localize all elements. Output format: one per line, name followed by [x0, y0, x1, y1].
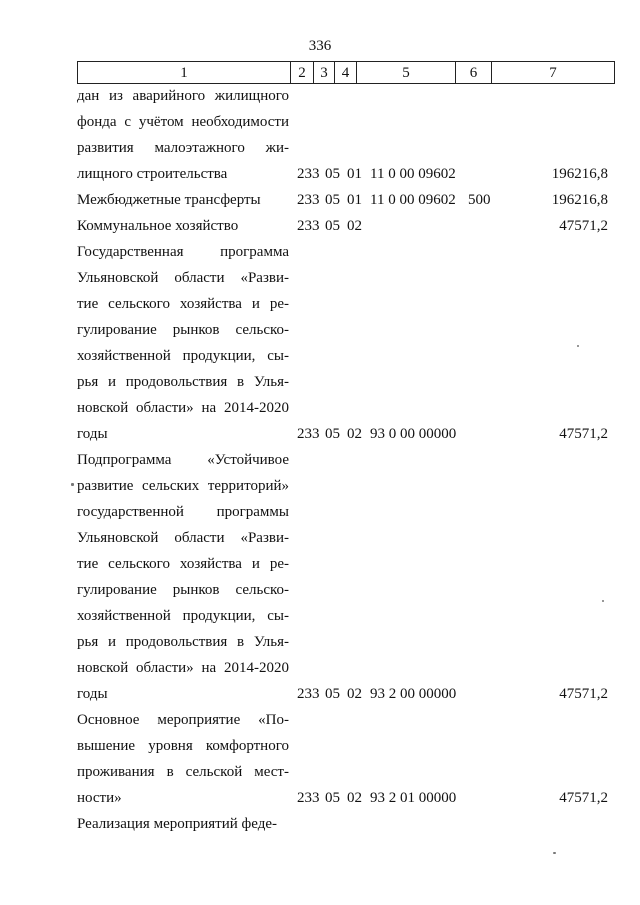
column-header-row: [78, 62, 615, 84]
scan-speck: [577, 345, 579, 347]
row-description-line: Реализация мероприятий феде-: [77, 816, 278, 832]
section-code: 05: [325, 790, 340, 806]
row-description-line: новской области» на 2014-2020: [77, 400, 289, 416]
section-code: 05: [325, 192, 340, 208]
table-row: [0, 447, 640, 707]
amount-value: 47571,2: [559, 790, 608, 806]
row-description-line: годы: [77, 426, 108, 442]
row-description-line: проживания в сельской мест-: [77, 764, 289, 780]
row-description-line: тие сельского хозяйства и ре-: [77, 556, 289, 572]
ministry-code: 233: [297, 686, 320, 702]
table-row: [0, 811, 640, 837]
column-header-6: 6: [456, 62, 492, 84]
expense-type-code: 500: [468, 192, 491, 208]
row-description-line: развитие сельских территорий»: [77, 478, 289, 494]
row-description-line: ности»: [77, 790, 122, 806]
amount-value: 196216,8: [551, 166, 608, 182]
table-row: [0, 187, 640, 213]
row-description-line: гулирование рынков сельско-: [77, 582, 289, 598]
row-description-line: дан из аварийного жилищного: [77, 88, 289, 104]
subsection-code: 02: [347, 790, 362, 806]
row-description-line: Ульяновской области «Разви-: [77, 270, 289, 286]
row-description-line: хозяйственной продукции, сы-: [77, 348, 289, 364]
target-article-code: 93 0 00 00000: [370, 426, 457, 442]
row-description-line: лищного строительства: [77, 166, 228, 182]
column-header-2: 2: [291, 62, 314, 84]
row-description-line: Подпрограмма «Устойчивое: [77, 452, 289, 468]
row-description-line: Коммунальное хозяйство: [77, 218, 239, 234]
row-description-line: годы: [77, 686, 108, 702]
subsection-code: 02: [347, 218, 362, 234]
scan-speck: [71, 483, 74, 486]
row-description-line: рья и продовольствия в Улья-: [77, 634, 289, 650]
row-description-line: Межбюджетные трансферты: [77, 192, 261, 208]
target-article-code: 11 0 00 09602: [370, 166, 456, 182]
section-code: 05: [325, 218, 340, 234]
row-description-line: тие сельского хозяйства и ре-: [77, 296, 289, 312]
section-code: 05: [325, 686, 340, 702]
row-description-line: Ульяновской области «Разви-: [77, 530, 289, 546]
row-description-line: хозяйственной продукции, сы-: [77, 608, 289, 624]
column-header-5: 5: [357, 62, 456, 84]
amount-value: 47571,2: [559, 686, 608, 702]
ministry-code: 233: [297, 426, 320, 442]
row-description-line: Основное мероприятие «По-: [77, 712, 289, 728]
section-code: 05: [325, 426, 340, 442]
page-number: 336: [308, 38, 332, 54]
column-header-4: 4: [335, 62, 357, 84]
row-description-line: новской области» на 2014-2020: [77, 660, 289, 676]
subsection-code: 02: [347, 686, 362, 702]
column-header-7: 7: [492, 62, 615, 84]
column-header-3: 3: [314, 62, 335, 84]
target-article-code: 93 2 00 00000: [370, 686, 457, 702]
row-description-line: развития малоэтажного жи-: [77, 140, 289, 156]
table-row: [0, 83, 640, 187]
ministry-code: 233: [297, 790, 320, 806]
column-header-1: 1: [78, 62, 291, 84]
table-row: [0, 213, 640, 239]
scan-speck: [553, 852, 556, 854]
row-description-line: рья и продовольствия в Улья-: [77, 374, 289, 390]
row-description-line: гулирование рынков сельско-: [77, 322, 289, 338]
row-description-line: государственной программы: [77, 504, 289, 520]
row-description-line: Государственная программа: [77, 244, 289, 260]
subsection-code: 02: [347, 426, 362, 442]
row-description-line: фонда с учётом необходимости: [77, 114, 289, 130]
table-row: [0, 239, 640, 447]
ministry-code: 233: [297, 192, 320, 208]
subsection-code: 01: [347, 166, 362, 182]
table-row: [0, 707, 640, 811]
scan-speck: [602, 600, 604, 602]
column-header-table: [77, 61, 615, 84]
ministry-code: 233: [297, 166, 320, 182]
row-description-line: вышение уровня комфортного: [77, 738, 289, 754]
target-article-code: 11 0 00 09602: [370, 192, 456, 208]
amount-value: 47571,2: [559, 218, 608, 234]
amount-value: 47571,2: [559, 426, 608, 442]
target-article-code: 93 2 01 00000: [370, 790, 457, 806]
amount-value: 196216,8: [551, 192, 608, 208]
subsection-code: 01: [347, 192, 362, 208]
section-code: 05: [325, 166, 340, 182]
ministry-code: 233: [297, 218, 320, 234]
